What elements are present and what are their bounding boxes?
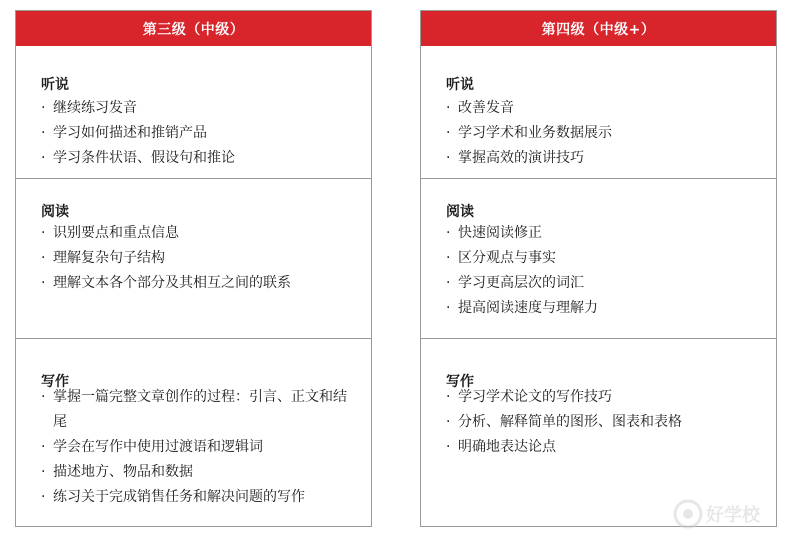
list-item: · 学习学术论文的写作技巧 [446,389,612,405]
section-listening-speaking [16,46,371,178]
list-item: · 掌握一篇完整文章创作的过程：引言、正文和结尾 [41,389,347,430]
section-title: 听说 [41,77,69,93]
item-list [41,221,361,296]
section-reading [421,178,776,339]
item-list [41,385,351,510]
section-title: 阅读 [41,204,69,220]
card-header: 第四级（中级+） [421,11,776,46]
level-3-card [15,10,372,527]
list-item: · 分析、解释简单的图形、图表和表格 [446,414,682,430]
watermark-logo-icon [672,494,782,534]
item-list [41,96,361,171]
list-item: · 识别要点和重点信息 [41,225,179,241]
item-list [446,221,766,321]
item-list [446,385,766,460]
list-item: · 学习学术和业务数据展示 [446,125,612,141]
list-item: · 练习关于完成销售任务和解决问题的写作 [41,489,305,505]
list-item: · 继续练习发音 [41,100,137,116]
card-header: 第三级（中级） [16,11,371,46]
item-list [446,96,766,171]
list-item: · 快速阅读修正 [446,225,542,241]
section-listening-speaking [421,46,776,178]
list-item: · 理解文本各个部分及其相互之间的联系 [41,275,291,291]
list-item: · 学习条件状语、假设句和推论 [41,150,235,166]
level-4-card [420,10,777,527]
list-item: · 掌握高效的演讲技巧 [446,150,584,166]
section-title: 写作 [41,374,69,390]
list-item: · 描述地方、物品和数据 [41,464,193,480]
list-item: · 学习如何描述和推销产品 [41,125,207,141]
section-title: 听说 [446,77,474,93]
section-writing [16,338,371,526]
list-item: · 学会在写作中使用过渡语和逻辑词 [41,439,263,455]
svg-text:好学校: 好学校 [706,505,760,526]
list-item: · 理解复杂句子结构 [41,250,165,266]
list-item: · 改善发音 [446,100,514,116]
list-item: · 学习更高层次的词汇 [446,275,584,291]
section-title: 阅读 [446,204,474,220]
section-title: 写作 [446,374,474,390]
list-item: · 提高阅读速度与理解力 [446,300,598,316]
list-item: · 区分观点与事实 [446,250,556,266]
list-item: · 明确地表达论点 [446,439,556,455]
section-reading [16,178,371,339]
